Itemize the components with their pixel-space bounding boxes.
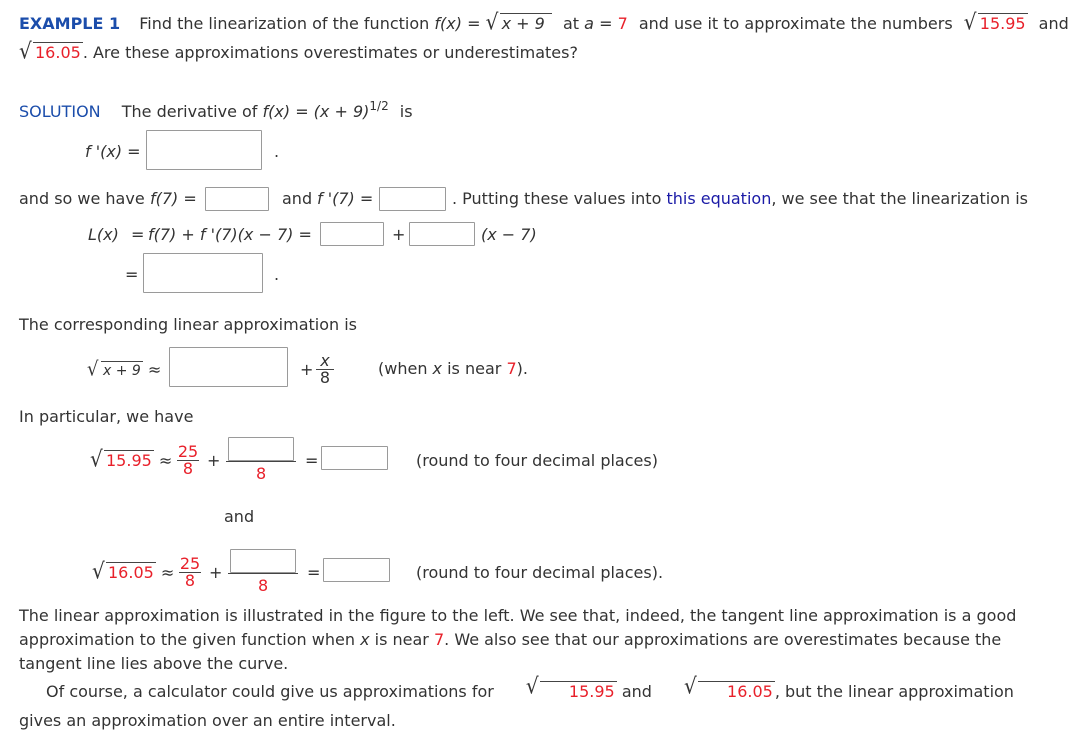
sqrt-expression: √ x + 9 <box>486 13 552 34</box>
when-x: x <box>432 359 443 378</box>
exponent: 1/2 <box>369 99 389 113</box>
when-mid: is near <box>447 359 502 378</box>
a-value: 7 <box>617 14 628 33</box>
problem-line-1 <box>19 8 1069 36</box>
fraction-25-8-row1 <box>177 444 199 477</box>
function-power: f(x) = (x + 9) <box>262 102 370 121</box>
putting-text: . Putting these values into <box>452 189 662 208</box>
prompt-text: Find the linearization of the function <box>139 14 430 33</box>
row1-fraction-bar <box>226 461 296 462</box>
sqrt-num2: √ 16.05 <box>19 37 81 65</box>
derivative-text: The derivative of <box>121 102 258 121</box>
Lx-plus: + <box>392 225 406 244</box>
round-note-1: (round to four decimal places) <box>416 451 658 470</box>
round-note-2: (round to four decimal places). <box>416 563 664 582</box>
conclusion-text-a: The linear approximation is illustrated in the figure to the left. We see that, indeed, the tangent line approximation is a good approximation to the given function when <box>19 606 1017 649</box>
a-var: a <box>584 14 594 33</box>
conclusion2-and: and <box>621 682 652 701</box>
and-between-rows: and <box>224 507 255 526</box>
problem-line-2 <box>19 37 578 65</box>
row1-denominator: 8 <box>256 464 267 483</box>
den-8-row2: 8 <box>184 571 196 590</box>
eq-row2: = <box>307 563 321 582</box>
solution-line <box>19 96 413 122</box>
fraction-denominator: 8 <box>319 368 331 387</box>
conclusion2-text-a: Of course, a calculator could give us approximations for <box>46 682 494 701</box>
period: . <box>274 142 280 161</box>
equation-link[interactable]: this equation <box>666 189 772 208</box>
prompt-text-c: . Are these approximations overestimates or underestimates? <box>82 43 578 62</box>
example-label: EXAMPLE 1 <box>19 14 121 33</box>
f7-label: f(7) = <box>150 189 197 208</box>
sqrt-num1: √ 15.95 <box>963 8 1026 36</box>
Lx-eq: = <box>131 225 145 244</box>
sqrt-x-plus-9: √ x + 9 <box>87 357 141 381</box>
Lx-simplified-input[interactable] <box>143 253 263 293</box>
x-over-8-fraction <box>316 353 334 386</box>
conclusion-text-c: . We also see that our approximations are overestimates because the tangent line lies above the curve. <box>19 630 1002 673</box>
putting-line <box>452 189 1028 209</box>
num-25-row1: 25 <box>177 442 199 461</box>
approx-sign: ≈ <box>147 360 162 379</box>
conclusion-paragraph-2 <box>19 672 1019 735</box>
Lx-coefficient-input[interactable] <box>409 222 475 246</box>
row1-result-input[interactable] <box>321 446 388 470</box>
Lx-label: L(x) <box>88 225 119 244</box>
prompt-text-b: and use it to approximate the numbers <box>638 14 953 33</box>
period-line4: . <box>274 265 280 284</box>
approx-sign-2: ≈ <box>160 563 175 582</box>
plus-row1: + <box>207 451 221 470</box>
and-text: and <box>1038 14 1069 33</box>
Lx-constant-input[interactable] <box>320 222 384 246</box>
particular-text: In particular, we have <box>19 407 194 426</box>
fp7-answer-input[interactable] <box>379 187 446 211</box>
row2-result-input[interactable] <box>323 558 390 582</box>
linear-approx-text: The corresponding linear approximation is <box>19 315 358 334</box>
when-near-note <box>378 359 528 379</box>
fprime-label: f '(x) = <box>85 142 141 161</box>
sqrt-15-95: √ 15.95 <box>90 445 152 473</box>
sqrt-16-05-inline: √ 16.05 <box>684 672 773 701</box>
conclusion-x: x <box>360 630 370 649</box>
conclusion-val: 7 <box>433 630 445 649</box>
conclusion-text-b: is near <box>374 630 429 649</box>
eq-line4: = <box>125 265 139 284</box>
row2-denominator: 8 <box>258 576 269 595</box>
sqrt-16-05: √ 16.05 <box>92 557 154 585</box>
plus-row2: + <box>209 563 223 582</box>
row1-numerator-input[interactable] <box>228 437 294 461</box>
linear-plus: + <box>300 360 314 379</box>
when-val: 7 <box>506 359 517 378</box>
fprime-answer-input[interactable] <box>146 130 262 170</box>
linear-approx-lhs <box>87 357 162 381</box>
row2-fraction-bar <box>228 573 298 574</box>
fraction-25-8-row2 <box>179 556 201 589</box>
when-open: (when <box>378 359 428 378</box>
a-eq: = <box>599 14 613 33</box>
eq-sign: = <box>467 14 481 33</box>
Lx-expression: f(7) + f '(7)(x − 7) = <box>148 225 312 244</box>
conclusion-paragraph-1 <box>19 604 1059 676</box>
is-text: is <box>399 102 413 121</box>
Lx-tail: (x − 7) <box>481 225 537 244</box>
sqrt-15-95-inline: √ 15.95 <box>525 672 615 701</box>
eq-row1: = <box>305 451 319 470</box>
f7-answer-input[interactable] <box>205 187 269 211</box>
approx-sign-1: ≈ <box>158 451 173 470</box>
and-so-text: and so we have <box>19 189 145 208</box>
radicand: x + 9 <box>501 14 545 33</box>
sqrt-15-95-row <box>90 445 173 473</box>
num-25-row2: 25 <box>179 554 201 573</box>
and-fp-text: and <box>282 189 313 208</box>
at-text: at <box>562 14 580 33</box>
function-name: f(x) <box>434 14 462 33</box>
row2-numerator-input[interactable] <box>230 549 296 573</box>
fp7-label: f '(7) = <box>317 189 374 208</box>
sqrt-16-05-row <box>92 557 175 585</box>
when-close: ). <box>516 359 528 378</box>
linear-constant-input[interactable] <box>169 347 288 387</box>
den-8-row1: 8 <box>182 459 194 478</box>
linearization-text: , we see that the linearization is <box>771 189 1028 208</box>
solution-label: SOLUTION <box>19 102 101 121</box>
conclusion2-text-b: , but the linear approximation gives an approximation over an entire interval. <box>19 682 1014 730</box>
fraction-numerator: x <box>316 353 334 370</box>
